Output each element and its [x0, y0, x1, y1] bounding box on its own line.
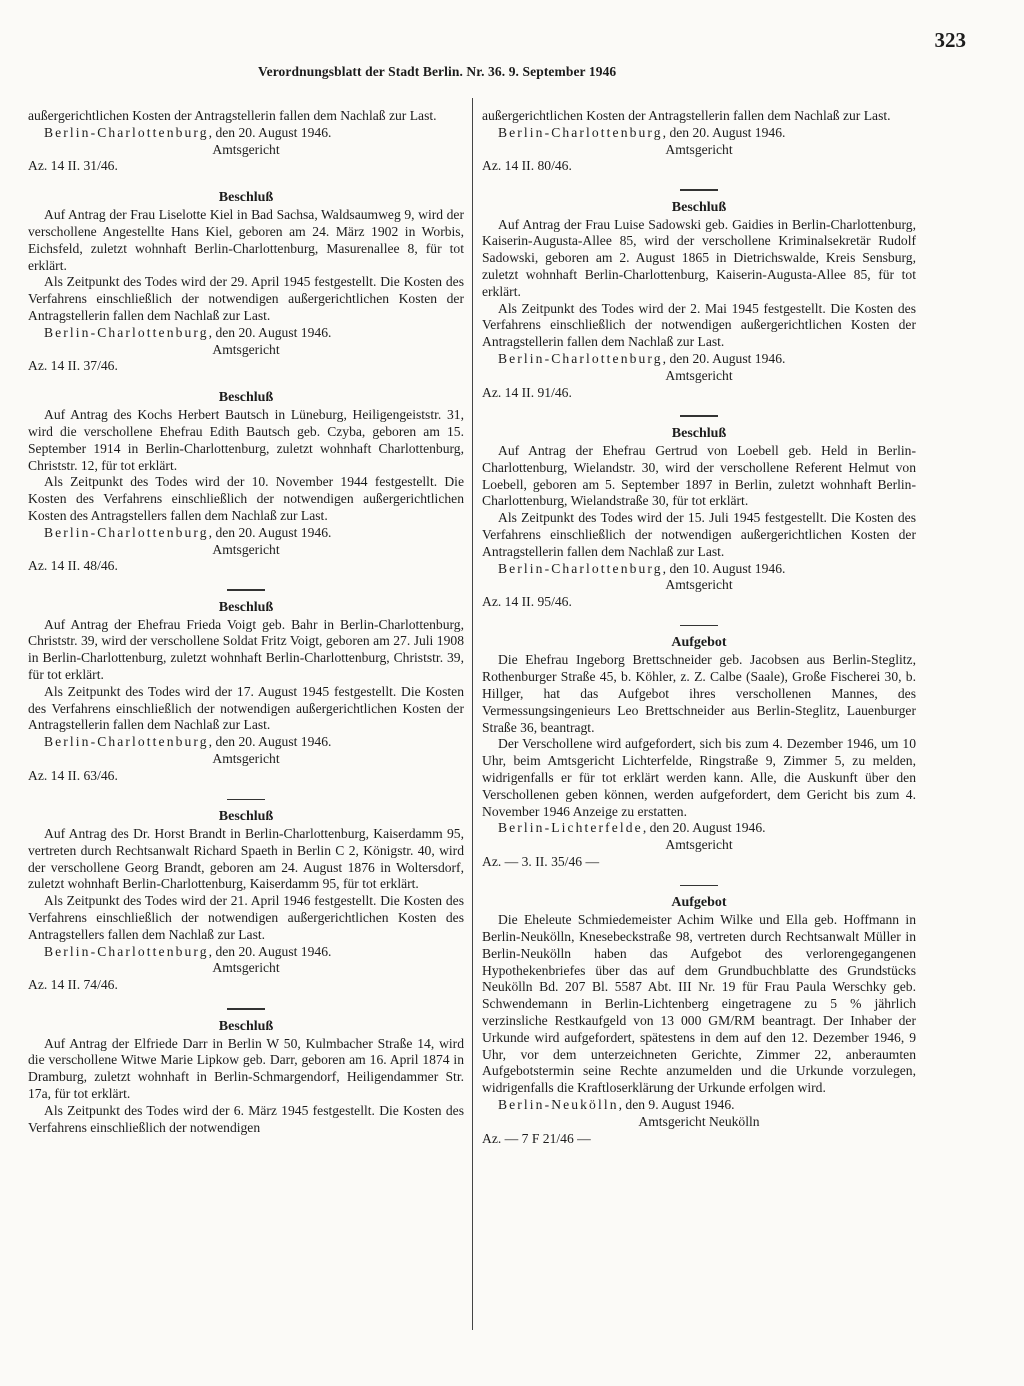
notice-heading: Beschluß: [218, 599, 274, 615]
notice-heading: Beschluß: [671, 199, 727, 215]
notice-paragraph: Auf Antrag des Kochs Herbert Bautsch in Lüneburg, Heiligengeiststr. 31, wird die verschollene Ehefrau Edith Bautsch geb. Czyba, geboren am 15. September 1914 in Berlin-Charlottenburg, zuletzt wohnhaft Charlottenburg, Christstr. 12, für tot erklärt.: [28, 407, 464, 473]
notice-file-number: Az. 14 II. 91/46.: [482, 384, 572, 400]
notice-beschluss: [28, 808, 464, 994]
notice-beschluss: [28, 599, 464, 785]
notice-place-date: Berlin-Charlottenburg, den 20. August 1946.: [44, 324, 332, 340]
section-separator: [680, 885, 718, 887]
page-header: Verordnungsblatt der Stadt Berlin. Nr. 36. 9. September 1946: [258, 64, 617, 79]
notice-paragraph: Als Zeitpunkt des Todes wird der 6. März 1945 festgestellt. Die Kosten des Verfahrens einschließlich der notwendigen: [28, 1102, 464, 1135]
notice-paragraph: Auf Antrag der Ehefrau Frieda Voigt geb. Bahr in Berlin-Charlottenburg, Christstr. 39, wird der verschollene Soldat Fritz Voigt, geboren am 27. Juli 1908 in Berlin-Charlottenburg, zuletzt wohnhaft Berlin-Charlottenburg, Christstr. 39, für tot erklärt.: [28, 616, 464, 683]
notice-file-number: Az. 14 II. 74/46.: [28, 977, 118, 993]
notice-beschluss: [28, 389, 464, 575]
section-separator: [227, 799, 265, 801]
notice-paragraph: Als Zeitpunkt des Todes wird der 15. Juli 1945 festgestellt. Die Kosten des Verfahrens einschließlich der notwendigen außergerichtlichen Kosten der Antragstellerin fallen dem Nachlaß zur Last.: [482, 510, 916, 559]
notice-heading: Beschluß: [218, 809, 274, 825]
section-separator: [680, 189, 718, 191]
notice-heading: Beschluß: [218, 390, 274, 406]
notice-aufgebot: [482, 894, 916, 1147]
notice-paragraph: Als Zeitpunkt des Todes wird der 29. April 1945 festgestellt. Die Kosten des Verfahrens einschließlich der notwendigen außergerichtlichen Kosten der Antragstellerin fallen dem Nachlaß zur Last.: [28, 274, 464, 323]
notice-file-number: Az. 14 II. 63/46.: [28, 767, 118, 783]
notice-paragraph: Die Eheleute Schmiedemeister Achim Wilke und Ella geb. Hoffmann in Berlin-Neukölln, Knesebeckstraße 98, vertreten durch Rechtsanwalt Müller in Berlin-Neukölln haben das Aufgebot des verlorengegangenen Hypothekenbriefes über das auf dem Grundbuchblatte des Grundstücks Neukölln Bd. 207 Bl. 5587 Abt. III Nr. 19 für Frau Paula Werschky geb. Schwendemann in Berlin-Lichtenberg eingetragene zu 5 % jährlich verzinsliche Restkaufgeld von 13 000 GM/RM beantragt. Der Inhaber der Urkunde wird aufgefordert, spätestens in dem auf den 12. Dezember 1946, 9 Uhr, vor dem unterzeichneten Gerichte, Zimmer 22, anberaumten Aufgebotstermin seine Rechte anzumelden und die Urkunde vorzulegen, widrigenfalls die Kraftloserklärung der Urkunde erfolgen wird.: [482, 912, 916, 1096]
notice-heading: Aufgebot: [671, 895, 727, 911]
notice-paragraph: Auf Antrag der Ehefrau Gertrud von Loebell geb. Held in Berlin-Charlottenburg, Wielandstr. 30, wird der verschollene Referent Helmut von Loebell, geboren am 5. September 1897 in Berlin, zuletzt wohnhaft Berlin-Charlottenburg, Wielandstraße 30, für tot erklärt.: [482, 442, 916, 509]
notice-court: Amtsgericht Neukölln: [638, 1113, 760, 1129]
right-column: [482, 108, 916, 1147]
notice-continuation: [28, 108, 464, 175]
notice-paragraph: Als Zeitpunkt des Todes wird der 2. Mai 1945 festgestellt. Die Kosten des Verfahrens einschließlich der notwendigen außergerichtlichen Kosten der Antragstellerin fallen dem Nachlaß zur Last.: [482, 300, 916, 350]
notice-text: außergerichtlichen Kosten der Antragstellerin fallen dem Nachlaß zur Last.: [482, 108, 891, 123]
notice-continuation: [482, 108, 916, 175]
section-separator: [680, 625, 718, 627]
notice-court: Amtsgericht: [212, 751, 280, 766]
notice-court: Amtsgericht: [212, 960, 280, 976]
left-column: [28, 108, 464, 1136]
notice-court: Amtsgericht: [665, 837, 733, 853]
notice-place-date: Berlin-Charlottenburg, den 20. August 1946.: [44, 734, 332, 750]
notice-file-number: Az. — 3. II. 35/46 —: [482, 853, 600, 869]
notice-place-date: Berlin-Charlottenburg, den 20. August 1946.: [498, 351, 786, 367]
notice-paragraph: Als Zeitpunkt des Todes wird der 10. November 1944 festgestellt. Die Kosten des Verfahrens einschließlich der notwendigen außergerichtlichen Kosten des Antragstellers fallen dem Nachlaß zur Last.: [28, 474, 464, 523]
notice-file-number: Az. 14 II. 95/46.: [482, 594, 572, 610]
notice-heading: Beschluß: [218, 190, 274, 206]
notice-court: Amtsgericht: [665, 141, 733, 157]
notice-court: Amtsgericht: [212, 341, 280, 357]
notice-court: Amtsgericht: [212, 141, 280, 157]
notice-file-number: Az. 14 II. 80/46.: [482, 158, 572, 174]
notice-file-number: Az. 14 II. 48/46.: [28, 558, 118, 574]
section-separator: [680, 415, 718, 417]
notice-paragraph: Als Zeitpunkt des Todes wird der 17. August 1945 festgestellt. Die Kosten des Verfahrens einschließlich der notwendigen außergerichtlichen Kosten der Antragstellerin fallen dem Nachlaß zur Last.: [28, 683, 464, 733]
notice-paragraph: Als Zeitpunkt des Todes wird der 21. April 1946 festgestellt. Die Kosten des Verfahrens einschließlich der notwendigen außergerichtlichen Kosten des Antragstellers fallen dem Nachlaß zur Last.: [28, 893, 464, 942]
notice-court: Amtsgericht: [212, 541, 280, 557]
notice-text: außergerichtlichen Kosten der Antragstellerin fallen dem Nachlaß zur Last.: [28, 108, 437, 123]
notice-beschluss: [28, 1018, 464, 1137]
notice-aufgebot: [482, 634, 916, 870]
notice-beschluss: [482, 425, 916, 611]
notice-court: Amtsgericht: [665, 367, 733, 383]
notice-place-date: Berlin-Lichterfelde, den 20. August 1946.: [498, 820, 766, 836]
notice-place-date: Berlin-Charlottenburg, den 20. August 1946.: [498, 124, 786, 140]
notice-file-number: Az. 14 II. 37/46.: [28, 358, 118, 374]
notice-paragraph: Auf Antrag des Dr. Horst Brandt in Berlin-Charlottenburg, Kaiserdamm 95, vertreten durch Rechtsanwalt Richard Spaeth in Berlin C 2, Königstr. 40, wird der verschollene Georg Brandt, geboren am 24. August 1876 in Woltersdorf, zuletzt wohnhaft Berlin-Charlottenburg, Kaiserdamm 95, für tot erklärt.: [28, 826, 464, 892]
page-number: 323: [934, 28, 966, 52]
notice-beschluss: [28, 189, 464, 375]
notice-paragraph: Der Verschollene wird aufgefordert, sich bis zum 4. Dezember 1946, um 10 Uhr, beim Amtsgericht Lichterfelde, Ringstraße 9, Zimmer 5, zu melden, widrigenfalls er für tot erklärt werden kann. Alle, die Auskunft über den Verschollenen geben können, werden aufgefordert, dem Gericht bis zum 4. November 1946 Anzeige zu erstatten.: [482, 736, 916, 819]
notice-heading: Aufgebot: [671, 635, 727, 651]
notice-paragraph: Auf Antrag der Frau Liselotte Kiel in Bad Sachsa, Waldsaumweg 9, wird der verschollene Angestellte Hans Kiel, geboren am 24. März 1902 in Worbis, Eichsfeld, zuletzt wohnhaft Berlin-Charlottenburg, Masurenallee 8, für tot erklärt.: [28, 207, 464, 273]
section-separator: [227, 1008, 265, 1010]
notice-court: Amtsgericht: [665, 577, 733, 593]
notice-heading: Beschluß: [671, 425, 727, 441]
notice-place-date: Berlin-Neukölln, den 9. August 1946.: [498, 1097, 735, 1113]
notice-file-number: Az. — 7 F 21/46 —: [482, 1130, 591, 1146]
notice-paragraph: Auf Antrag der Elfriede Darr in Berlin W 50, Kulmbacher Straße 14, wird die verschollene Witwe Marie Lipkow geb. Darr, geboren am 16. April 1874 in Dramburg, zuletzt wohnhaft in Berlin-Schmargendorf, Heiligendammer Str. 17a, für tot erklärt.: [28, 1035, 464, 1101]
notice-place-date: Berlin-Charlottenburg, den 20. August 1946.: [44, 124, 332, 140]
notice-paragraph: Auf Antrag der Frau Luise Sadowski geb. Gaidies in Berlin-Charlottenburg, Kaiserin-Augusta-Allee 85, wird der verschollene Kriminalsekretär Rudolf Sadowski, geboren am 2. August 1865 in Dietrichswalde, Kreis Sensburg, zuletzt wohnhaft Berlin-Charlottenburg, Kaiserin-Augusta-Allee 85, für tot erklärt.: [482, 216, 916, 299]
notice-place-date: Berlin-Charlottenburg, den 10. August 1946.: [498, 560, 786, 576]
notice-file-number: Az. 14 II. 31/46.: [28, 158, 118, 174]
notice-place-date: Berlin-Charlottenburg, den 20. August 1946.: [44, 943, 332, 959]
notice-place-date: Berlin-Charlottenburg, den 20. August 1946.: [44, 524, 332, 540]
section-separator: [227, 589, 265, 591]
notice-beschluss: [482, 199, 916, 402]
column-divider: [472, 98, 473, 1330]
notice-heading: Beschluß: [218, 1018, 274, 1034]
notice-paragraph: Die Ehefrau Ingeborg Brettschneider geb. Jacobsen aus Berlin-Steglitz, Rothenburger Straße 45, b. Köhler, z. Z. Calbe (Saale), Große Fischerei 30, b. Hillger, hat das Aufgebot ihres verschollenen Mannes, des Vermessungsingenieurs Leo Brettschneider aus Berlin-Steglitz, Lauenburger Straße 36, beantragt.: [482, 652, 916, 735]
